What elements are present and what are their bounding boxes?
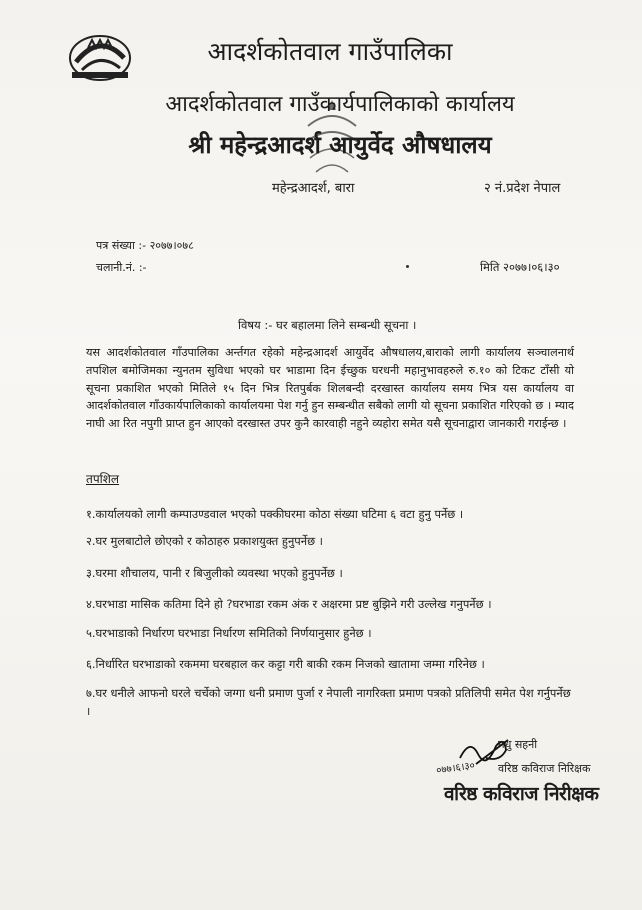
detail-item-4: ४.घरभाडा मासिक कतिमा दिने हो ?घरभाडा रकम अंक र अक्षरमा प्रष्ट बुझिने गरी उल्लेख गनुपर्नेछ । <box>86 597 492 611</box>
details-heading: तपशिल <box>86 472 120 486</box>
letter-number: पत्र संख्या :- २०७७।०७८ <box>96 239 194 252</box>
unit-name-heading: श्री महेन्द्रआदर्श आयुर्वेद औषधालय <box>188 131 492 159</box>
ink-dot <box>406 265 409 268</box>
detail-item-6: ६.निर्धारित घरभाडाको रकममा घरबहाल कर कट्टा गरी बाकी रकम निजको खातामा जम्मा गरिनेछ । <box>86 657 485 671</box>
detail-item-5: ५.घरभाडाको निर्धारण घरभाडा निर्धारण समितिको निर्णयानुसार हुनेछ । <box>86 626 372 640</box>
detail-item-2: २.घर मुलबाटोले छोएको र कोठाहरु प्रकाशयुक्त हुनुपर्नेछ । <box>86 534 323 548</box>
notice-body: यस आदर्शकोतवाल गाँउपालिका अर्न्तगत रहेको महेन्द्रआदर्श आयुर्वेद औषधालय,बाराको लागी कार्यालय सञ्चालनार्थ तपशिल बमोजिमका न्युनतम सुविधा भएको घर भाडामा दिन ईच्छुक घरधनी महानुभावहरुले रु.१० को टिकट टाँसी यो सूचना प्रकाशित भएको मितिले १५ दिन भित्र रितपुर्बक शिलबन्दी दरखास्त कार्यालय समय भित्र यस कार्यालय वा आदर्शकोतवाल गाँउकार्यपालिकाको कार्यालयमा पेश गर्नु हुन सम्बन्धीत सबैको लागी यो सूचना प्रकाशित गरिएको छ । म्याद नाघी आ रित नपुगी प्राप्त हुन आएको दरखास्त उपर कुनै कारवाही नहुने व्यहोरा समेत यसै सूचनाद्वारा जानकारी गराईन्छ । <box>86 346 574 431</box>
org-name-heading: आदर्शकोतवाल गाउँपालिका <box>207 37 453 66</box>
detail-item-1: १.कार्यालयको लागी कम्पाउण्डवाल भएको पक्कीघरमा कोठा संख्या घटिमा ६ वटा हुनु पर्नेछ । <box>86 507 464 521</box>
address-right: २ नं.प्रदेश नेपाल <box>484 181 561 196</box>
detail-item-7: ७.घर धनीले आफनो घरले चर्चेको जग्गा धनी प्रमाण पुर्जा र नेपाली नागरिक्ता प्रमाण पत्रको प्रतिलिपी समेत पेश गर्नुपर्नेछ । <box>86 686 571 718</box>
detail-item-3: ३.घरमा शौचालय, पानी र बिजुलीको व्यवस्था भएको हुनुपर्नेछ । <box>86 566 343 580</box>
subject-line: विषय :- घर बहालमा लिने सम्बन्धी सूचना । <box>238 318 417 332</box>
signatory-designation: वरिष्ठ कविराज निरिक्षक <box>498 762 591 775</box>
signatory-name: मधु सहनी <box>498 738 538 751</box>
address-left: महेन्द्रआदर्श, बारा <box>272 181 355 196</box>
letter-date: मिति २०७७।०६।३० <box>480 260 560 274</box>
signature-date: ०७७।६।३० <box>435 760 476 777</box>
dispatch-number: चलानी.नं. :- <box>96 261 147 274</box>
office-name-heading: आदर्शकोतवाल गाउँकार्यपालिकाको कार्यालय <box>165 92 515 117</box>
designation-stamp: वरिष्ठ कविराज निरीक्षक <box>444 783 599 805</box>
